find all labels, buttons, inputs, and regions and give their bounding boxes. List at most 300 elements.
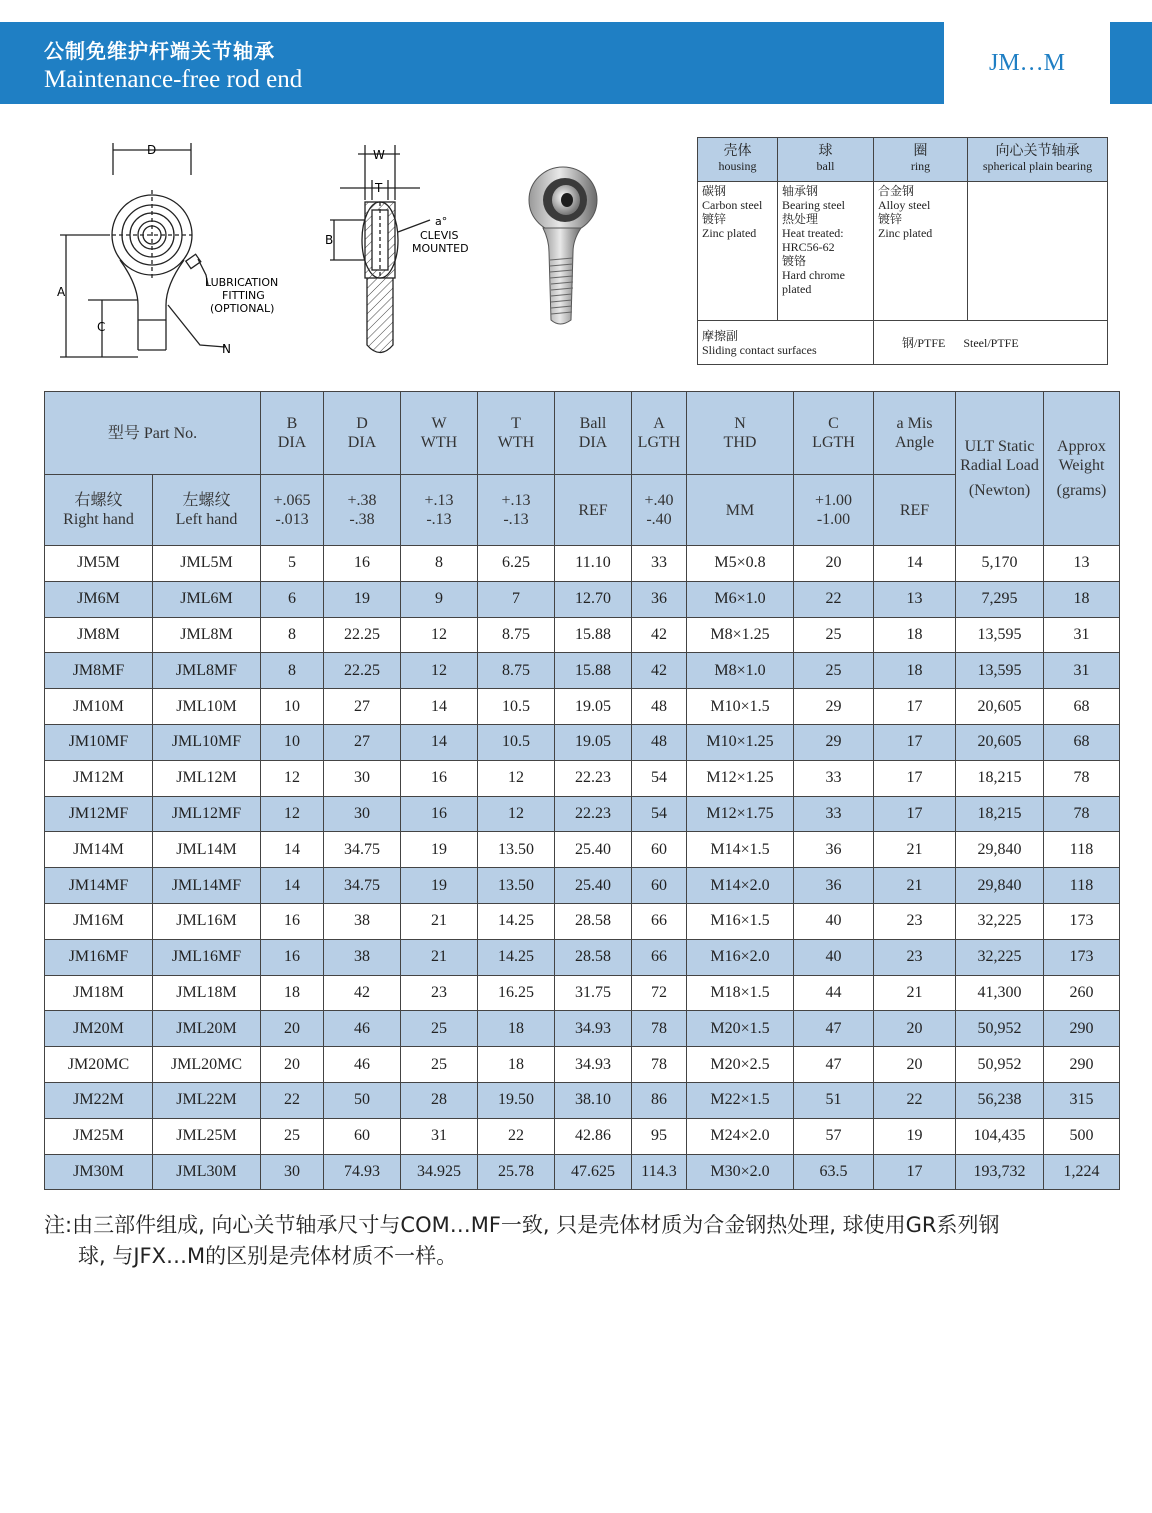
series-code: JM…M bbox=[988, 50, 1066, 76]
table-cell: 6 bbox=[261, 581, 324, 617]
table-cell: 38 bbox=[324, 903, 401, 939]
table-cell: 19 bbox=[324, 581, 401, 617]
table-cell: 42 bbox=[632, 653, 687, 689]
table-cell: 50,952 bbox=[956, 1047, 1044, 1083]
table-cell: 19.50 bbox=[478, 1082, 555, 1118]
table-cell: M8×1.0 bbox=[687, 653, 794, 689]
table-cell: 51 bbox=[794, 1082, 874, 1118]
mat-sliding-value: 钢/PTFE Steel/PTFE bbox=[874, 321, 1108, 365]
mat-header-ball: 球 ball bbox=[778, 138, 874, 182]
table-cell: 60 bbox=[324, 1118, 401, 1154]
table-cell: 16.25 bbox=[478, 975, 555, 1011]
table-cell: 48 bbox=[632, 724, 687, 760]
table-cell: M10×1.5 bbox=[687, 689, 794, 725]
mat-ring-cell: 合金钢 Alloy steel 镀锌 Zinc plated bbox=[874, 181, 968, 320]
table-cell: 14 bbox=[261, 868, 324, 904]
table-cell: JML20M bbox=[153, 1011, 261, 1047]
table-cell: 25.40 bbox=[555, 832, 632, 868]
dim-t-label: T bbox=[375, 181, 383, 195]
header-accent bbox=[1110, 22, 1152, 104]
table-cell: M8×1.25 bbox=[687, 617, 794, 653]
table-cell: 173 bbox=[1044, 939, 1120, 975]
col-header-angle: a Mis Angle bbox=[874, 392, 956, 475]
tol-t: +.13 -.13 bbox=[478, 475, 555, 546]
table-cell: 21 bbox=[401, 903, 478, 939]
table-cell: 38 bbox=[324, 939, 401, 975]
title-en: Maintenance-free rod end bbox=[44, 66, 303, 93]
header-banner bbox=[0, 22, 944, 104]
table-cell: 13,595 bbox=[956, 653, 1044, 689]
table-cell: 15.88 bbox=[555, 653, 632, 689]
table-cell: M16×2.0 bbox=[687, 939, 794, 975]
col-header-ult: ULT Static Radial Load (Newton) bbox=[956, 392, 1044, 546]
lubrication-label-2: FITTING bbox=[222, 289, 265, 302]
table-cell: 18 bbox=[478, 1011, 555, 1047]
table-cell: 14 bbox=[401, 724, 478, 760]
col-header-n: N THD bbox=[687, 392, 794, 475]
table-cell: 25 bbox=[794, 653, 874, 689]
table-row bbox=[45, 581, 1120, 617]
tol-d: +.38 -.38 bbox=[324, 475, 401, 546]
col-header-ball: Ball DIA bbox=[555, 392, 632, 475]
table-cell: 21 bbox=[401, 939, 478, 975]
table-cell: 118 bbox=[1044, 868, 1120, 904]
rod-end-photo bbox=[515, 160, 605, 330]
table-cell: 1,224 bbox=[1044, 1154, 1120, 1190]
spec-table bbox=[44, 391, 1120, 1190]
col-header-d: D DIA bbox=[324, 392, 401, 475]
table-cell: 19 bbox=[401, 868, 478, 904]
table-cell: 86 bbox=[632, 1082, 687, 1118]
table-cell: 8 bbox=[261, 653, 324, 689]
table-cell: M14×2.0 bbox=[687, 868, 794, 904]
table-cell: 290 bbox=[1044, 1047, 1120, 1083]
table-cell: 36 bbox=[794, 868, 874, 904]
table-cell: JML16M bbox=[153, 903, 261, 939]
table-cell: 18 bbox=[874, 617, 956, 653]
table-cell: 16 bbox=[261, 903, 324, 939]
table-row bbox=[45, 975, 1120, 1011]
table-cell: JML8M bbox=[153, 617, 261, 653]
col-header-weight: Approx Weight (grams) bbox=[1044, 392, 1120, 546]
clevis-label-2: MOUNTED bbox=[412, 242, 469, 255]
footnote bbox=[44, 1210, 1114, 1272]
table-cell: JM18M bbox=[45, 975, 153, 1011]
table-cell: 23 bbox=[874, 939, 956, 975]
table-cell: 22 bbox=[261, 1082, 324, 1118]
table-cell: M20×1.5 bbox=[687, 1011, 794, 1047]
table-cell: JML10M bbox=[153, 689, 261, 725]
table-cell: 42 bbox=[632, 617, 687, 653]
table-row bbox=[45, 653, 1120, 689]
table-cell: 10.5 bbox=[478, 724, 555, 760]
table-cell: 20 bbox=[874, 1047, 956, 1083]
dim-d-label: D bbox=[147, 143, 157, 157]
dim-c-label: C bbox=[97, 320, 106, 334]
table-cell: 12.70 bbox=[555, 581, 632, 617]
table-cell: JM14M bbox=[45, 832, 153, 868]
table-cell: 260 bbox=[1044, 975, 1120, 1011]
table-cell: 8 bbox=[261, 617, 324, 653]
table-cell: 47.625 bbox=[555, 1154, 632, 1190]
table-cell: M5×0.8 bbox=[687, 546, 794, 582]
table-row bbox=[45, 1047, 1120, 1083]
table-cell: JML30M bbox=[153, 1154, 261, 1190]
table-cell: 16 bbox=[324, 546, 401, 582]
table-cell: 33 bbox=[632, 546, 687, 582]
table-cell: M10×1.25 bbox=[687, 724, 794, 760]
table-cell: 5,170 bbox=[956, 546, 1044, 582]
table-cell: 34.75 bbox=[324, 832, 401, 868]
table-row bbox=[45, 939, 1120, 975]
table-cell: 12 bbox=[261, 760, 324, 796]
table-cell: 32,225 bbox=[956, 903, 1044, 939]
rod-end-front-drawing bbox=[50, 135, 300, 365]
dim-n-label: N bbox=[222, 342, 231, 356]
table-row bbox=[45, 868, 1120, 904]
table-cell: 34.925 bbox=[401, 1154, 478, 1190]
table-cell: 33 bbox=[794, 796, 874, 832]
table-cell: 25 bbox=[794, 617, 874, 653]
table-cell: 48 bbox=[632, 689, 687, 725]
table-cell: 29,840 bbox=[956, 832, 1044, 868]
table-cell: 42 bbox=[324, 975, 401, 1011]
table-row bbox=[45, 760, 1120, 796]
table-cell: 50,952 bbox=[956, 1011, 1044, 1047]
table-cell: 10 bbox=[261, 689, 324, 725]
table-cell: 17 bbox=[874, 1154, 956, 1190]
table-cell: 18 bbox=[261, 975, 324, 1011]
table-cell: 46 bbox=[324, 1047, 401, 1083]
table-cell: 19 bbox=[401, 832, 478, 868]
table-cell: 54 bbox=[632, 760, 687, 796]
table-cell: 38.10 bbox=[555, 1082, 632, 1118]
table-cell: 25 bbox=[401, 1047, 478, 1083]
table-cell: 114.3 bbox=[632, 1154, 687, 1190]
table-cell: 29 bbox=[794, 689, 874, 725]
table-cell: 47 bbox=[794, 1011, 874, 1047]
table-cell: 56,238 bbox=[956, 1082, 1044, 1118]
table-cell: M12×1.75 bbox=[687, 796, 794, 832]
table-cell: 41,300 bbox=[956, 975, 1044, 1011]
table-row bbox=[45, 832, 1120, 868]
footnote-line-2: 球, 与JFX…M的区别是壳体材质不一样。 bbox=[78, 1244, 458, 1268]
table-cell: 30 bbox=[261, 1154, 324, 1190]
table-cell: 50 bbox=[324, 1082, 401, 1118]
table-cell: 31 bbox=[401, 1118, 478, 1154]
table-cell: 20 bbox=[261, 1047, 324, 1083]
table-cell: 28 bbox=[401, 1082, 478, 1118]
table-cell: JM12M bbox=[45, 760, 153, 796]
table-cell: 22.23 bbox=[555, 796, 632, 832]
table-cell: 20 bbox=[794, 546, 874, 582]
table-cell: 12 bbox=[261, 796, 324, 832]
tol-b: +.065 -.013 bbox=[261, 475, 324, 546]
table-cell: 27 bbox=[324, 689, 401, 725]
table-cell: 17 bbox=[874, 724, 956, 760]
table-cell: 44 bbox=[794, 975, 874, 1011]
table-cell: 13.50 bbox=[478, 832, 555, 868]
table-cell: 315 bbox=[1044, 1082, 1120, 1118]
table-cell: JML16MF bbox=[153, 939, 261, 975]
table-cell: 11.10 bbox=[555, 546, 632, 582]
table-cell: JML25M bbox=[153, 1118, 261, 1154]
table-cell: M6×1.0 bbox=[687, 581, 794, 617]
footnote-line-1: 注:由三部件组成, 向心关节轴承尺寸与COM…MF一致, 只是壳体材质为合金钢热处理, 球使用GR系列钢 bbox=[44, 1213, 1000, 1237]
table-cell: JML6M bbox=[153, 581, 261, 617]
table-row bbox=[45, 546, 1120, 582]
materials-table bbox=[697, 137, 1108, 365]
table-cell: 290 bbox=[1044, 1011, 1120, 1047]
table-cell: JM8M bbox=[45, 617, 153, 653]
table-cell: 19 bbox=[874, 1118, 956, 1154]
table-cell: 20,605 bbox=[956, 689, 1044, 725]
table-cell: 60 bbox=[632, 832, 687, 868]
table-row bbox=[45, 1082, 1120, 1118]
table-cell: 40 bbox=[794, 939, 874, 975]
table-cell: 17 bbox=[874, 760, 956, 796]
table-cell: M22×1.5 bbox=[687, 1082, 794, 1118]
dim-a-label: A bbox=[57, 285, 66, 299]
table-cell: JM16M bbox=[45, 903, 153, 939]
mat-header-housing: 壳体 housing bbox=[698, 138, 778, 182]
table-cell: 42.86 bbox=[555, 1118, 632, 1154]
table-cell: JM12MF bbox=[45, 796, 153, 832]
lubrication-label-3: (OPTIONAL) bbox=[210, 302, 275, 315]
table-cell: 14 bbox=[261, 832, 324, 868]
table-cell: JML5M bbox=[153, 546, 261, 582]
table-cell: 18 bbox=[1044, 581, 1120, 617]
table-cell: 18,215 bbox=[956, 760, 1044, 796]
table-cell: 7 bbox=[478, 581, 555, 617]
table-cell: 16 bbox=[401, 796, 478, 832]
table-cell: 25 bbox=[261, 1118, 324, 1154]
mat-housing-cell: 碳钢 Carbon steel 镀锌 Zinc plated bbox=[698, 181, 778, 320]
table-cell: 78 bbox=[632, 1047, 687, 1083]
table-cell: JML14M bbox=[153, 832, 261, 868]
table-cell: 10 bbox=[261, 724, 324, 760]
table-cell: 22.25 bbox=[324, 653, 401, 689]
dim-b-label: B bbox=[325, 233, 334, 247]
table-cell: 8 bbox=[401, 546, 478, 582]
table-cell: 74.93 bbox=[324, 1154, 401, 1190]
table-cell: 78 bbox=[632, 1011, 687, 1047]
tol-a: +.40 -.40 bbox=[632, 475, 687, 546]
table-cell: 34.93 bbox=[555, 1047, 632, 1083]
table-cell: JM10M bbox=[45, 689, 153, 725]
col-header-c: C LGTH bbox=[794, 392, 874, 475]
table-cell: 40 bbox=[794, 903, 874, 939]
table-cell: 22 bbox=[874, 1082, 956, 1118]
tol-c: +1.00 -1.00 bbox=[794, 475, 874, 546]
table-cell: 34.75 bbox=[324, 868, 401, 904]
table-cell: 20 bbox=[261, 1011, 324, 1047]
table-cell: M20×2.5 bbox=[687, 1047, 794, 1083]
table-cell: 22.25 bbox=[324, 617, 401, 653]
table-cell: 104,435 bbox=[956, 1118, 1044, 1154]
table-cell: JM8MF bbox=[45, 653, 153, 689]
table-cell: 193,732 bbox=[956, 1154, 1044, 1190]
table-cell: 25.40 bbox=[555, 868, 632, 904]
table-cell: JML22M bbox=[153, 1082, 261, 1118]
table-cell: JML12MF bbox=[153, 796, 261, 832]
table-row bbox=[45, 689, 1120, 725]
right-hand-header: 右螺纹 Right hand bbox=[45, 475, 153, 546]
table-row bbox=[45, 1011, 1120, 1047]
table-cell: 173 bbox=[1044, 903, 1120, 939]
mat-sliding-label: 摩擦副 Sliding contact surfaces bbox=[698, 321, 874, 365]
table-row bbox=[45, 1154, 1120, 1190]
table-cell: 8.75 bbox=[478, 653, 555, 689]
table-cell: 66 bbox=[632, 939, 687, 975]
table-cell: M14×1.5 bbox=[687, 832, 794, 868]
col-header-w: W WTH bbox=[401, 392, 478, 475]
table-cell: 21 bbox=[874, 832, 956, 868]
table-cell: 22 bbox=[794, 581, 874, 617]
table-row bbox=[45, 903, 1120, 939]
col-header-b: B DIA bbox=[261, 392, 324, 475]
tol-n: MM bbox=[687, 475, 794, 546]
table-row bbox=[45, 724, 1120, 760]
table-cell: 72 bbox=[632, 975, 687, 1011]
table-cell: 12 bbox=[478, 796, 555, 832]
table-cell: JML20MC bbox=[153, 1047, 261, 1083]
table-cell: 15.88 bbox=[555, 617, 632, 653]
table-cell: 66 bbox=[632, 903, 687, 939]
table-cell: 36 bbox=[794, 832, 874, 868]
table-cell: 47 bbox=[794, 1047, 874, 1083]
table-cell: 29 bbox=[794, 724, 874, 760]
tol-angle: REF bbox=[874, 475, 956, 546]
left-hand-header: 左螺纹 Left hand bbox=[153, 475, 261, 546]
table-cell: 12 bbox=[401, 617, 478, 653]
tol-ball: REF bbox=[555, 475, 632, 546]
table-cell: 95 bbox=[632, 1118, 687, 1154]
tol-w: +.13 -.13 bbox=[401, 475, 478, 546]
table-cell: 18 bbox=[478, 1047, 555, 1083]
table-cell: 31 bbox=[1044, 653, 1120, 689]
mat-ball-cell: 轴承钢 Bearing steel 热处理 Heat treated: HRC56-62 镀铬 Hard chrome plated bbox=[778, 181, 874, 320]
table-cell: 22 bbox=[478, 1118, 555, 1154]
table-cell: 500 bbox=[1044, 1118, 1120, 1154]
table-cell: 54 bbox=[632, 796, 687, 832]
table-cell: 23 bbox=[874, 903, 956, 939]
table-cell: 33 bbox=[794, 760, 874, 796]
table-cell: 78 bbox=[1044, 796, 1120, 832]
table-cell: 8.75 bbox=[478, 617, 555, 653]
table-cell: 68 bbox=[1044, 689, 1120, 725]
table-cell: JM22M bbox=[45, 1082, 153, 1118]
mat-bearing-cell bbox=[968, 181, 1108, 320]
table-cell: 23 bbox=[401, 975, 478, 1011]
table-cell: 14 bbox=[401, 689, 478, 725]
dim-w-label: W bbox=[373, 148, 385, 162]
table-cell: JML8MF bbox=[153, 653, 261, 689]
table-cell: 13 bbox=[874, 581, 956, 617]
table-cell: 12 bbox=[478, 760, 555, 796]
table-cell: M30×2.0 bbox=[687, 1154, 794, 1190]
table-cell: 25 bbox=[401, 1011, 478, 1047]
table-cell: 68 bbox=[1044, 724, 1120, 760]
angle-label: a° bbox=[435, 215, 448, 228]
table-cell: 57 bbox=[794, 1118, 874, 1154]
table-cell: 14.25 bbox=[478, 939, 555, 975]
table-cell: M12×1.25 bbox=[687, 760, 794, 796]
table-cell: 20 bbox=[874, 1011, 956, 1047]
table-cell: JML12M bbox=[153, 760, 261, 796]
table-cell: JM16MF bbox=[45, 939, 153, 975]
table-cell: JM20M bbox=[45, 1011, 153, 1047]
table-cell: JML18M bbox=[153, 975, 261, 1011]
rod-end-side-drawing bbox=[320, 140, 485, 365]
table-cell: 5 bbox=[261, 546, 324, 582]
table-cell: 19.05 bbox=[555, 724, 632, 760]
table-cell: 32,225 bbox=[956, 939, 1044, 975]
table-cell: M16×1.5 bbox=[687, 903, 794, 939]
table-cell: 63.5 bbox=[794, 1154, 874, 1190]
clevis-label-1: CLEVIS bbox=[420, 229, 459, 242]
part-no-header: 型号 Part No. bbox=[45, 392, 261, 475]
table-cell: 14 bbox=[874, 546, 956, 582]
table-cell: 17 bbox=[874, 796, 956, 832]
table-cell: 14.25 bbox=[478, 903, 555, 939]
table-cell: 21 bbox=[874, 975, 956, 1011]
table-cell: 27 bbox=[324, 724, 401, 760]
table-cell: 28.58 bbox=[555, 939, 632, 975]
table-cell: 22.23 bbox=[555, 760, 632, 796]
table-cell: 12 bbox=[401, 653, 478, 689]
mat-header-bearing: 向心关节轴承 spherical plain bearing bbox=[968, 138, 1108, 182]
table-cell: 21 bbox=[874, 868, 956, 904]
table-cell: 118 bbox=[1044, 832, 1120, 868]
col-header-a: A LGTH bbox=[632, 392, 687, 475]
table-cell: 6.25 bbox=[478, 546, 555, 582]
table-cell: 34.93 bbox=[555, 1011, 632, 1047]
table-cell: 13 bbox=[1044, 546, 1120, 582]
table-cell: M24×2.0 bbox=[687, 1118, 794, 1154]
table-cell: 18 bbox=[874, 653, 956, 689]
table-cell: JM20MC bbox=[45, 1047, 153, 1083]
table-cell: 78 bbox=[1044, 760, 1120, 796]
table-cell: 19.05 bbox=[555, 689, 632, 725]
table-cell: 10.5 bbox=[478, 689, 555, 725]
table-cell: 31.75 bbox=[555, 975, 632, 1011]
table-cell: 13,595 bbox=[956, 617, 1044, 653]
table-cell: JM30M bbox=[45, 1154, 153, 1190]
table-cell: 60 bbox=[632, 868, 687, 904]
table-row bbox=[45, 796, 1120, 832]
table-cell: 16 bbox=[401, 760, 478, 796]
table-cell: M18×1.5 bbox=[687, 975, 794, 1011]
spec-table-body bbox=[45, 546, 1120, 1190]
table-cell: 36 bbox=[632, 581, 687, 617]
table-cell: JM25M bbox=[45, 1118, 153, 1154]
table-cell: JM6M bbox=[45, 581, 153, 617]
table-cell: 17 bbox=[874, 689, 956, 725]
table-cell: JML10MF bbox=[153, 724, 261, 760]
table-cell: 18,215 bbox=[956, 796, 1044, 832]
lubrication-label-1: LUBRICATION bbox=[205, 276, 279, 289]
table-cell: 31 bbox=[1044, 617, 1120, 653]
table-cell: 7,295 bbox=[956, 581, 1044, 617]
table-cell: 20,605 bbox=[956, 724, 1044, 760]
table-cell: 13.50 bbox=[478, 868, 555, 904]
table-cell: JM5M bbox=[45, 546, 153, 582]
table-cell: 30 bbox=[324, 760, 401, 796]
title-cn: 公制免维护杆端关节轴承 bbox=[44, 39, 275, 63]
table-cell: 29,840 bbox=[956, 868, 1044, 904]
table-cell: 16 bbox=[261, 939, 324, 975]
